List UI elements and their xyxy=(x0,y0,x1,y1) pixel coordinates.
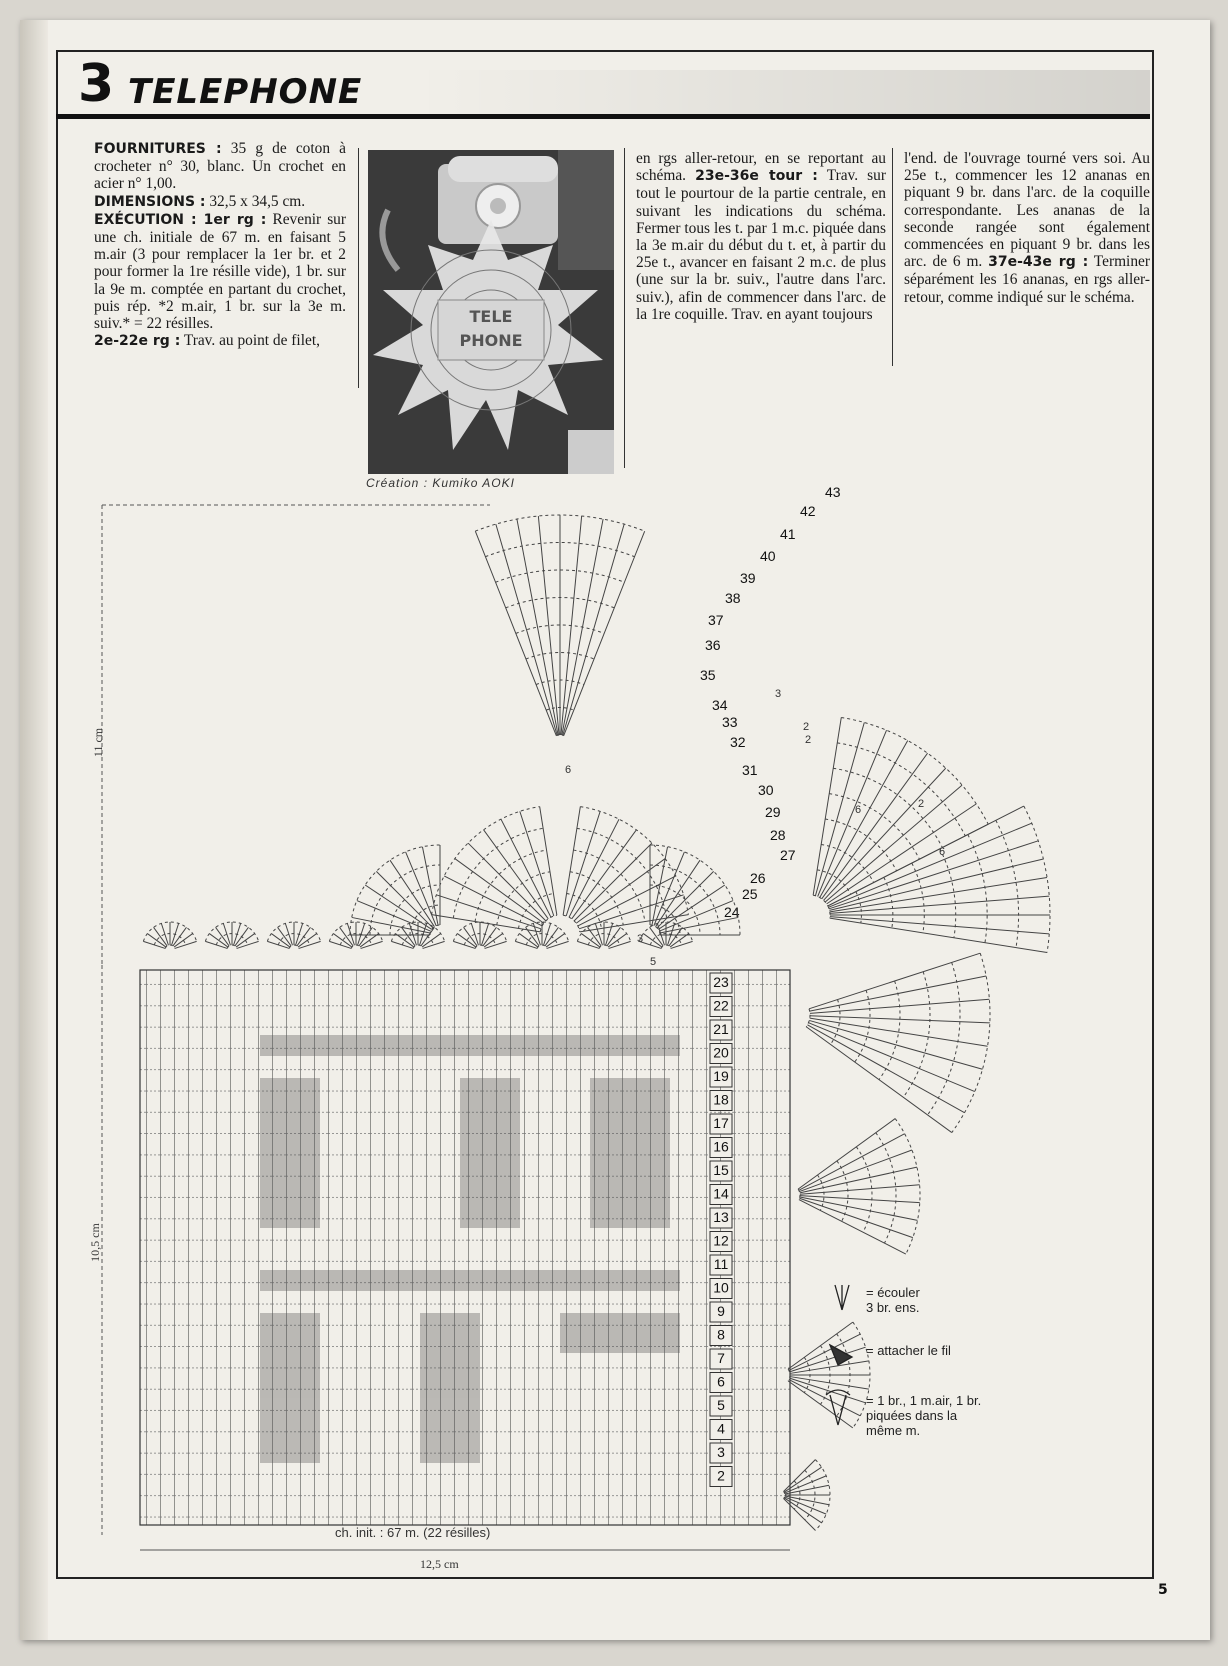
pineapple-stitch-spoke xyxy=(652,847,668,925)
pineapple-stitch-spoke xyxy=(785,1485,829,1494)
doily-photo xyxy=(368,150,614,474)
instructions-column-2 xyxy=(636,150,886,323)
photo-credit: Création : Kumiko AOKI xyxy=(366,476,515,490)
row-number-label: 17 xyxy=(713,1115,729,1131)
round-number-label: 40 xyxy=(760,548,776,564)
pineapple-stitch-spoke xyxy=(455,859,544,924)
pineapple-stitch-spoke xyxy=(161,923,168,945)
row-number-label: 11 xyxy=(713,1256,729,1272)
pineapple-stitch-spoke xyxy=(444,876,542,926)
row-number-label: 3 xyxy=(717,1444,725,1460)
pineapple-stitch-spoke xyxy=(562,519,603,735)
pineapple-stitch-spoke xyxy=(830,918,1047,952)
pineapple-stitch-spoke xyxy=(453,941,475,948)
row-number-label: 19 xyxy=(713,1068,729,1084)
pineapple-stitch-arc xyxy=(806,1009,810,1027)
inner-round-mark: 5 xyxy=(650,956,657,968)
header-ghost-text xyxy=(416,70,1150,114)
legend-attach: = attacher le fil xyxy=(866,1343,951,1358)
row-number-label: 14 xyxy=(713,1185,729,1202)
pineapple-stitch-spoke xyxy=(501,819,551,917)
round-number-label: 31 xyxy=(742,762,758,778)
pineapple-stitch-spoke xyxy=(810,1018,988,1046)
height-dimension-top: 11 cm xyxy=(91,727,106,758)
pineapple-stitch-spoke xyxy=(205,941,227,948)
col2-text-a: en rgs aller-retour, en se reportant au schéma. xyxy=(636,150,886,185)
col2-text-b: Trav. sur tout le pourtour de la partie centrale, en suivant les indications du schéma. Fermer tous les t. par 1 m.c. piquée dans la 3e m.air du début du t. et, à partir du 25e t., avancer en faisant 2 m.c. de plus (une sur la br. suiv., l'autre dans l'arc. suiv.), afin de commencer dans l'arc. de la 1re coquille. Trav. en ayant toujours xyxy=(636,167,886,323)
row-number-label: 6 xyxy=(717,1373,725,1390)
round-number-label: 33 xyxy=(722,714,738,730)
pineapple-stitch-spoke xyxy=(223,923,230,945)
svg-text:PHONE: PHONE xyxy=(459,331,523,350)
article-header xyxy=(56,50,1150,116)
row-number-label: 13 xyxy=(713,1209,729,1225)
pineapple-stitch-spoke xyxy=(422,847,438,925)
supplies-label: FOURNITURES : xyxy=(94,141,222,157)
round-number-label: 35 xyxy=(700,667,716,683)
rows-37-43-label: 37e-43e rg : xyxy=(988,254,1089,271)
pineapple-stitch-spoke xyxy=(547,941,569,948)
pineapple-stitch-spoke xyxy=(809,1020,982,1069)
round-number-label: 24 xyxy=(724,904,740,920)
round-number-label: 37 xyxy=(708,612,724,628)
row-number-label: 10 xyxy=(713,1279,729,1296)
row-number-label: 22 xyxy=(713,997,729,1014)
legend-decrease: = écouler 3 br. ens. xyxy=(866,1285,920,1315)
inner-round-mark: 3 xyxy=(775,688,782,700)
row-number-label: 7 xyxy=(717,1350,725,1366)
pineapple-stitch-spoke xyxy=(471,923,478,945)
execution-label: EXÉCUTION : 1er rg : xyxy=(94,211,267,228)
header-rule xyxy=(56,114,1150,119)
pineapple-stitch-arc xyxy=(828,906,830,918)
pineapple-stitch-spoke xyxy=(361,941,383,948)
pineapple-stitch-arc xyxy=(903,972,930,1098)
round-number-label: 41 xyxy=(780,526,796,542)
round-number-label: 28 xyxy=(770,827,786,843)
inner-round-mark: 3 xyxy=(637,933,644,945)
instructions-column-3 xyxy=(904,150,1150,306)
inner-round-mark: 6 xyxy=(565,764,572,776)
pattern-number: 3 xyxy=(78,54,115,114)
pineapple-stitch-spoke xyxy=(172,923,179,945)
crochet-chart xyxy=(87,484,1190,1585)
row-number-label: 8 xyxy=(717,1326,725,1343)
inner-round-mark: 2 xyxy=(803,721,810,733)
inner-round-mark: 6 xyxy=(939,846,946,858)
page-spine xyxy=(20,20,48,1640)
pineapple-stitch-spoke xyxy=(790,1361,869,1374)
row-number-label: 9 xyxy=(717,1303,725,1319)
pineapple-stitch-spoke xyxy=(820,741,908,898)
round-number-label: 32 xyxy=(730,734,746,750)
pineapple-stitch-spoke xyxy=(806,1027,952,1133)
row-number-label: 18 xyxy=(713,1091,729,1108)
row-number-label: 23 xyxy=(713,974,729,990)
column-divider xyxy=(358,148,359,388)
pineapple-stitch-spoke xyxy=(813,717,841,895)
pineapple-stitch-spoke xyxy=(829,841,1038,909)
rows-2-22-label: 2e-22e rg : xyxy=(94,333,181,350)
round-number-label: 30 xyxy=(758,782,774,798)
pineapple-stitch-spoke xyxy=(798,1119,895,1190)
pineapple-stitch-spoke xyxy=(790,1377,869,1390)
round-number-label: 29 xyxy=(765,804,781,820)
pineapple-stitch-spoke xyxy=(671,941,693,948)
pineapple-stitch-spoke xyxy=(296,923,303,945)
row-number-label: 2 xyxy=(717,1467,725,1484)
pineapple-stitch-spoke xyxy=(237,941,259,948)
pineapple-stitch-spoke xyxy=(564,531,645,736)
pineapple-stitch-arc xyxy=(952,953,990,1132)
legend-v-stitch: = 1 br., 1 m.air, 1 br. piquées dans la même m. xyxy=(866,1393,982,1438)
pineapple-stitch-spoke xyxy=(563,524,624,735)
width-dimension: 12,5 cm xyxy=(420,1557,459,1571)
pineapple-stitch-arc xyxy=(928,962,960,1114)
round-number-label: 43 xyxy=(825,484,841,500)
pineapple-stitch-spoke xyxy=(347,923,354,945)
round-number-label: 34 xyxy=(712,697,728,713)
svg-text:TELE: TELE xyxy=(469,307,513,326)
row-number-label: 4 xyxy=(717,1420,725,1437)
pineapple-stitch-spoke xyxy=(577,941,599,948)
round-number-label: 26 xyxy=(750,870,766,886)
pineapple-stitch-spoke xyxy=(533,923,540,945)
dimensions-text: 32,5 x 34,5 cm. xyxy=(205,192,306,210)
rows-2-22-text: Trav. au point de filet, xyxy=(180,332,320,350)
pineapple-stitch-spoke xyxy=(475,531,556,736)
pineapple-stitch-spoke xyxy=(657,871,714,928)
column-divider xyxy=(892,148,893,366)
v-stitch-symbol-icon xyxy=(826,1390,850,1425)
round-number-label: 36 xyxy=(705,637,721,653)
col3-text-a: l'end. de l'ouvrage tourné vers soi. Au 25e t., commencer les 12 ananas en piquant 9 br. dans l'arc. de la coquille correspondante. Les ananas de la seconde rangée sont également commencées en piquant 9 br. dans les arc. de 6 m. xyxy=(904,150,1150,271)
pineapple-stitch-spoke xyxy=(482,923,489,945)
pineapple-stitch-spoke xyxy=(830,877,1047,911)
row-number-label: 16 xyxy=(713,1138,729,1155)
pineapple-stitch-spoke xyxy=(824,768,946,900)
pineapple-stitch-spoke xyxy=(825,785,962,902)
chain-label: ch. init. : 67 m. (22 résilles) xyxy=(335,1525,491,1540)
pineapple-stitch-spoke xyxy=(807,1025,964,1113)
height-dimension-bottom: 10,5 cm xyxy=(87,1223,102,1262)
pineapple-stitch-spoke xyxy=(329,941,351,948)
row-number-label: 12 xyxy=(713,1232,729,1249)
pineapple-stitch-spoke xyxy=(285,923,292,945)
row-number-label: 5 xyxy=(717,1397,725,1413)
rounds-23-36-label: 23e-36e tour : xyxy=(695,168,818,185)
pineapple-stitch-spoke xyxy=(660,917,738,933)
pineapple-stitch-spoke xyxy=(517,519,558,735)
pineapple-stitch-spoke xyxy=(808,1023,974,1092)
pineapple-stitch-spoke xyxy=(267,941,289,948)
pineapple-stitch-spoke xyxy=(606,923,613,945)
inner-round-mark: 2 xyxy=(805,734,812,746)
row-number-label: 15 xyxy=(713,1162,729,1178)
round-number-label: 42 xyxy=(800,503,816,519)
pineapple-stitch-spoke xyxy=(391,941,413,948)
pineapple-stitch-spoke xyxy=(423,941,445,948)
pattern-title: TELEPHONE xyxy=(128,72,363,112)
pineapple-stitch-spoke xyxy=(515,941,537,948)
pineapple-stitch-spoke xyxy=(572,830,637,919)
pineapple-stitch-spoke xyxy=(830,917,1049,934)
pineapple-stitch-spoke xyxy=(829,859,1043,910)
pineapple-stitch-spoke xyxy=(569,819,619,917)
crochet-chart-svg xyxy=(87,484,1190,1585)
supplies-text: 35 g de coton à crocheter n° 30, blanc. Un crochet en acier n° 1,00. xyxy=(94,140,347,193)
pineapple-stitch-spoke xyxy=(175,941,197,948)
round-number-label: 27 xyxy=(780,847,796,863)
pineapple-stitch-spoke xyxy=(234,923,241,945)
decrease-symbol-icon xyxy=(835,1285,849,1310)
row-number-label: 20 xyxy=(713,1044,729,1061)
pineapple-stitch-spoke xyxy=(828,806,1024,906)
pineapple-stitch-spoke xyxy=(818,730,887,896)
pineapple-stitch-spoke xyxy=(485,941,507,948)
doily-photo-illustration xyxy=(368,150,614,474)
round-number-label: 38 xyxy=(725,590,741,606)
page-number: 5 xyxy=(1158,1582,1168,1598)
pineapple-stitch-spoke xyxy=(828,823,1031,907)
row-number-label: 21 xyxy=(713,1021,729,1037)
instructions-column-1 xyxy=(94,140,346,350)
pineapple-stitch-spoke xyxy=(143,941,165,948)
pineapple-stitch-spoke xyxy=(544,923,551,945)
pineapple-stitch-spoke xyxy=(538,516,559,735)
col3-text-b: Terminer séparément les 16 ananas, en rgs aller-retour, comme indiqué sur le schéma. xyxy=(904,253,1150,306)
pineapple-stitch-spoke xyxy=(785,1496,829,1505)
pineapple-stitch-spoke xyxy=(800,1185,920,1194)
pineapple-stitch-spoke xyxy=(609,941,631,948)
pineapple-stitch-spoke xyxy=(822,753,928,899)
execution-text: Revenir sur une ch. initiale de 67 m. en faisant 5 m.air (3 pour remplacer la 1er br. et 2 pour former la 1re résille vide), 1 br. sur la 9e m. comptée en partant du crochet, puis rép. *2 m.air, 1 br. sur la 3e m. suiv.* = 22 résilles. xyxy=(94,210,347,333)
dimensions-label: DIMENSIONS : xyxy=(94,193,206,210)
pineapple-stitch-spoke xyxy=(496,524,557,735)
inner-round-mark: 2 xyxy=(918,798,925,810)
pineapple-stitch-spoke xyxy=(299,941,321,948)
column-divider xyxy=(624,148,625,468)
pineapple-stitch-spoke xyxy=(376,871,433,928)
pineapple-stitch-spoke xyxy=(358,923,365,945)
pineapple-stitch-spoke xyxy=(809,953,980,1009)
round-number-label: 39 xyxy=(740,570,756,586)
pineapple-stitch-spoke xyxy=(799,1198,912,1237)
round-number-label: 25 xyxy=(742,886,758,902)
pineapple-stitch-spoke xyxy=(830,896,1049,913)
inner-round-mark: 6 xyxy=(855,804,862,816)
pineapple-stitch-spoke xyxy=(800,1196,920,1203)
